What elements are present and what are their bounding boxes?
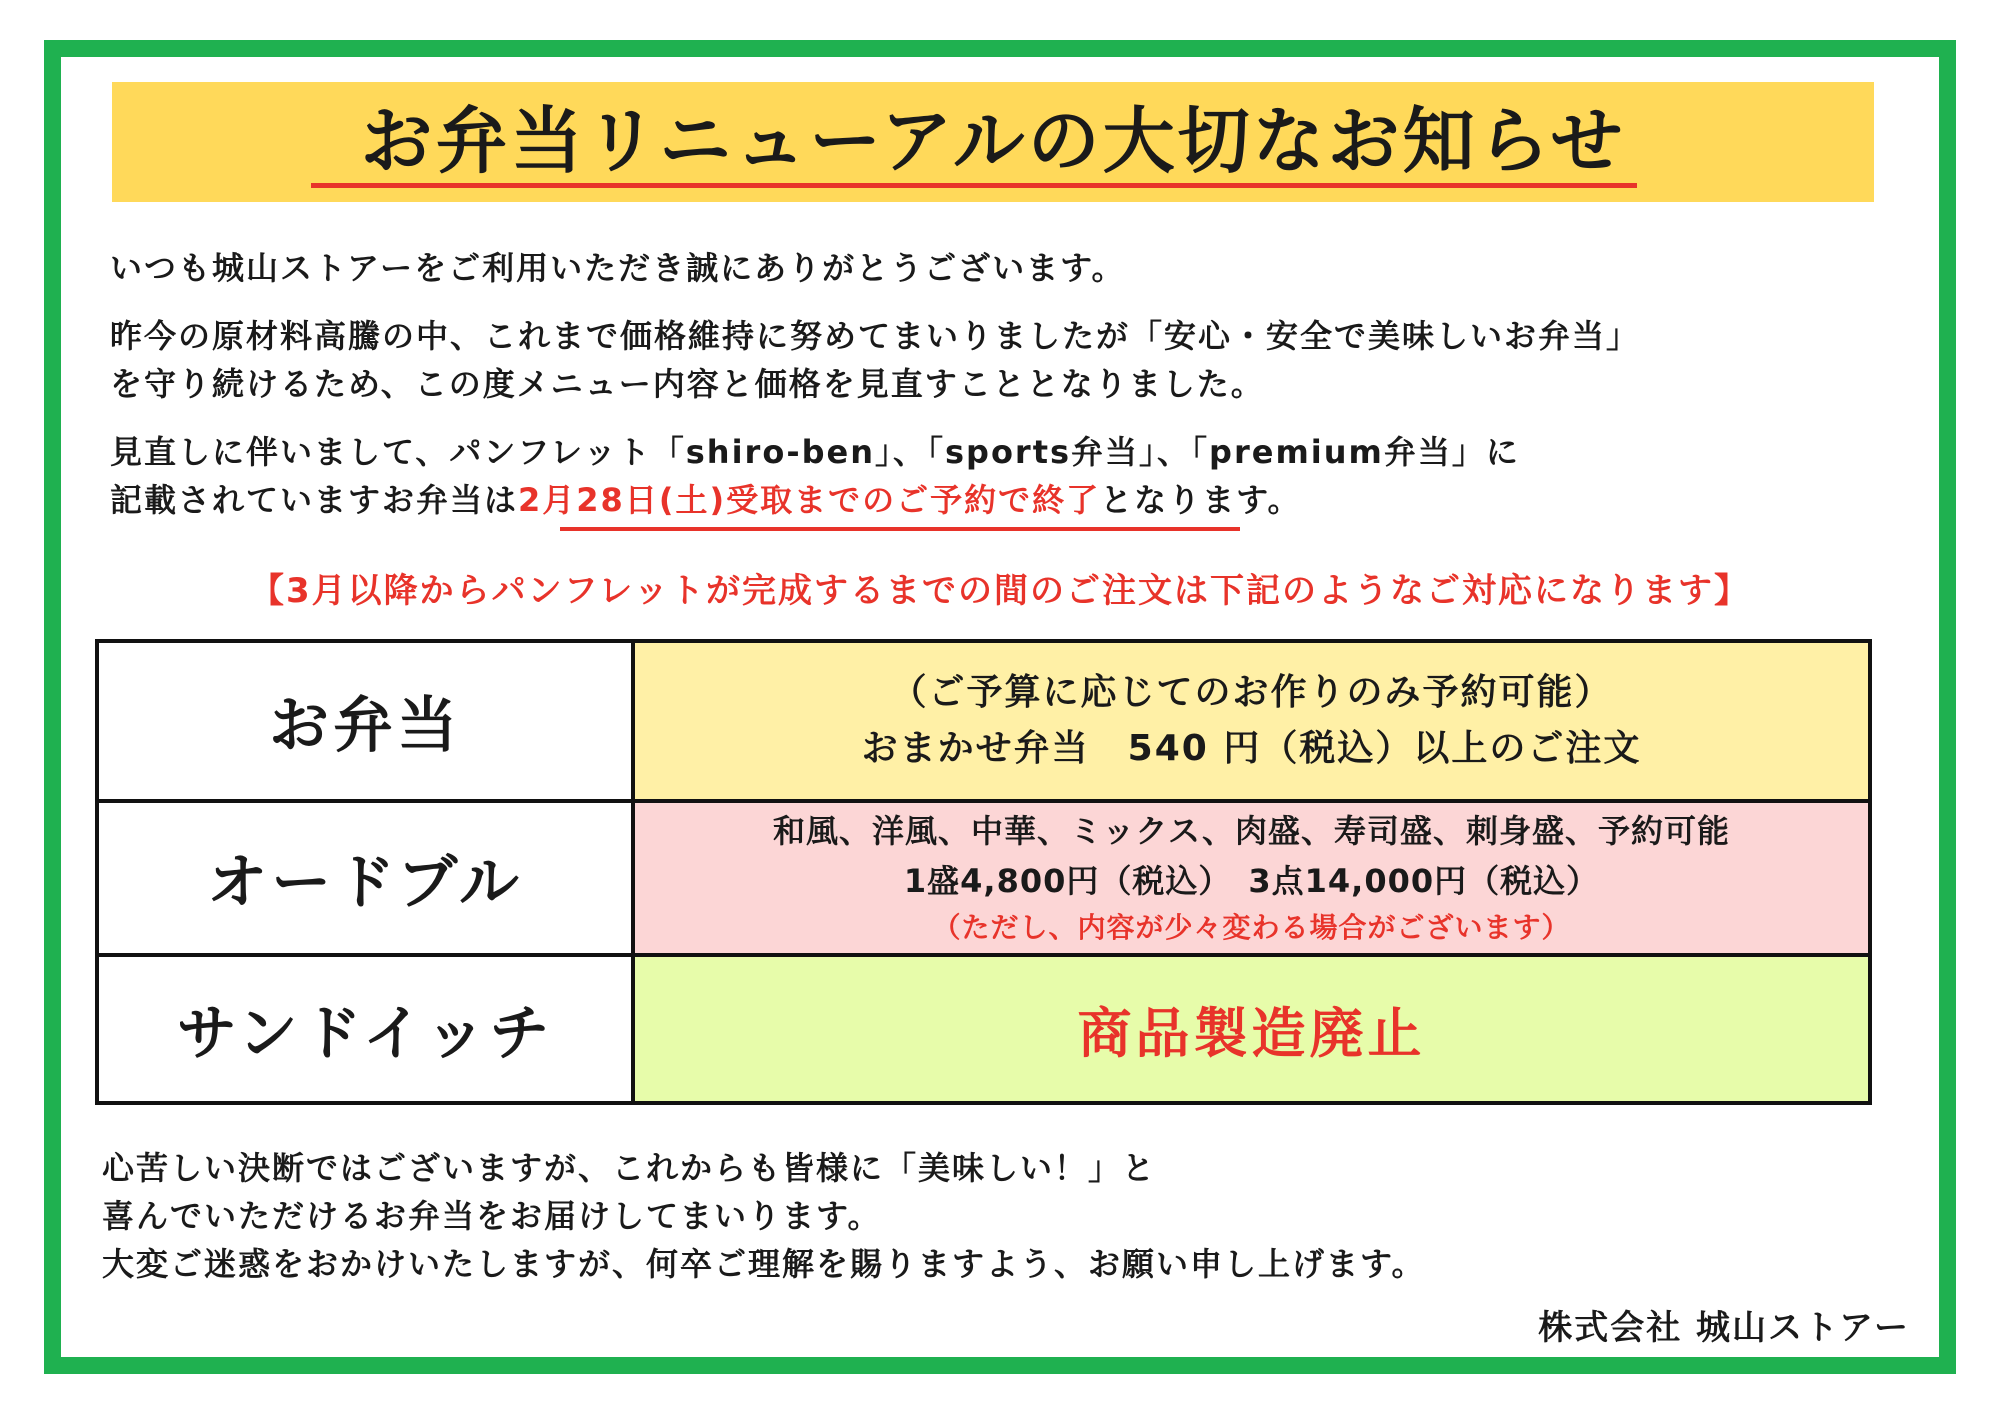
end-date-underline — [560, 527, 1240, 531]
reason-text-line1: 昨今の原材料高騰の中、これまで価格維持に努めてまいりましたが「安心・安全で美味しいお弁当」 — [110, 317, 1641, 355]
table-row-hors-doeuvre — [99, 799, 1868, 953]
hors-doeuvre-types: 和風、洋風、中華、ミックス、肉盛、寿司盛、刺身盛、予約可能 — [772, 812, 1730, 850]
closing-line2: 喜んでいただけるお弁当をお届けしてまいります。 — [102, 1197, 882, 1235]
bento-condition: （ご予算に応じてのお作りのみ予約可能） — [890, 672, 1613, 713]
sandwich-status: 商品製造廃止 — [1077, 1001, 1426, 1065]
menu-table — [95, 639, 1872, 1105]
closing-line3: 大変ご迷惑をおかけいたしますが、何卒ご理解を賜りますよう、お願い申し上げます。 — [102, 1245, 1426, 1283]
order-notice: 【3月以降からパンフレットが完成するまでの間のご注文は下記のようなご対応になります】 — [250, 571, 1750, 611]
closing-line1: 心苦しい決断ではございますが、これからも皆様に「美味しい！」と — [102, 1149, 1157, 1187]
company-signature: 株式会社 城山ストアー — [1538, 1308, 1910, 1348]
page-title: お弁当リニューアルの大切なお知らせ — [360, 98, 1626, 183]
change-text-line2 — [110, 478, 1302, 522]
bento-price: おまかせ弁当 540 円（税込）以上のご注文 — [861, 728, 1642, 769]
change-text-suffix: となります。 — [1100, 481, 1302, 519]
row-content — [635, 957, 1868, 1101]
table-row-bento — [99, 643, 1868, 799]
table-row-sandwich — [99, 953, 1868, 1101]
hors-doeuvre-note: （ただし、内容が少々変わる場合がございます） — [932, 911, 1571, 944]
row-content — [635, 643, 1868, 799]
title-underline — [311, 183, 1637, 188]
change-text-line1: 見直しに伴いまして、パンフレット「shiro-ben」、「sports弁当」、「premium弁当」に — [110, 433, 1520, 471]
row-label: オードブル — [99, 803, 635, 953]
reason-text-line2: を守り続けるため、この度メニュー内容と価格を見直すこととなりました。 — [110, 365, 1265, 403]
end-date-highlight: 2月28日(土)受取までのご予約で終了 — [518, 481, 1101, 519]
row-label: サンドイッチ — [99, 957, 635, 1101]
greeting-text: いつも城山ストアーをご利用いただき誠にありがとうございます。 — [110, 249, 1126, 287]
change-text-prefix: 記載されていますお弁当は — [110, 481, 519, 519]
row-label: お弁当 — [99, 643, 635, 799]
row-content — [635, 803, 1868, 953]
hors-doeuvre-price: 1盛4,800円（税込） 3点14,000円（税込） — [903, 862, 1600, 900]
